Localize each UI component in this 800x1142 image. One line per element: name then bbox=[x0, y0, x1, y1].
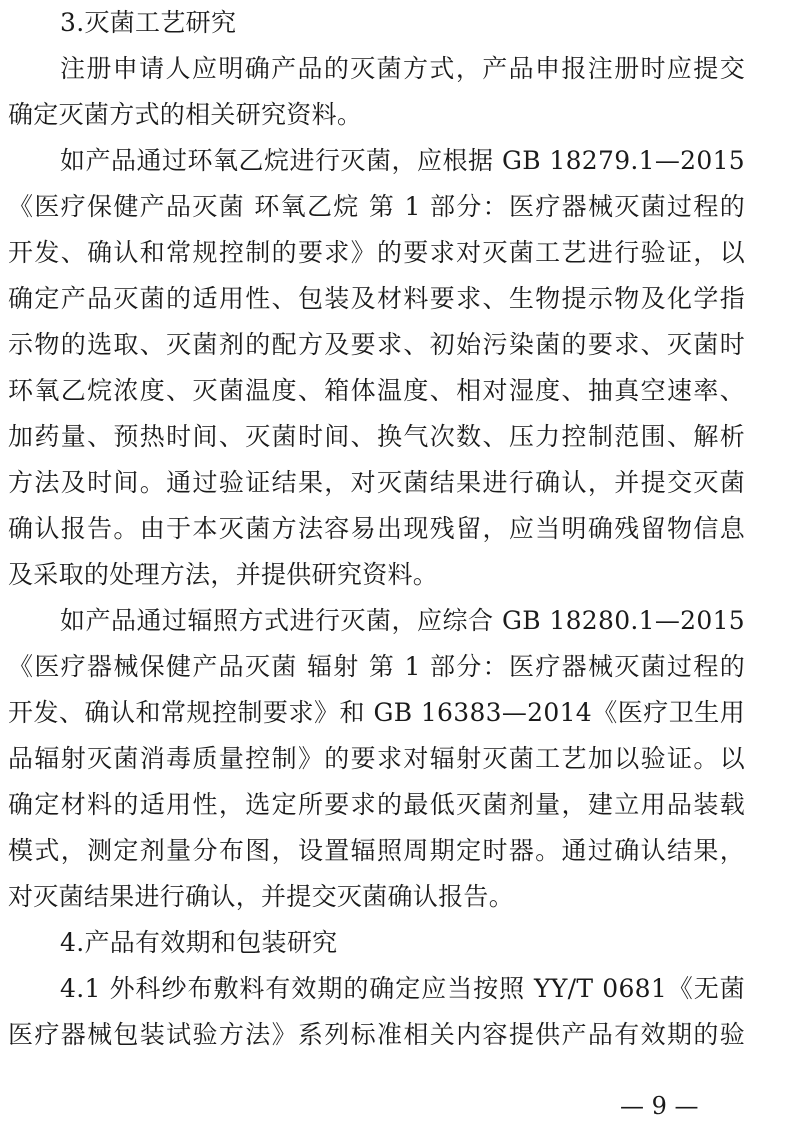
text-line: 确定灭菌方式的相关研究资料。 bbox=[8, 100, 363, 129]
text-line: 确定产品灭菌的适用性、包装及材料要求、生物提示物及化学指 bbox=[8, 284, 745, 313]
section-heading-4: 4.产品有效期和包装研究 bbox=[60, 928, 338, 957]
text-line: 确定材料的适用性，选定所要求的最低灭菌剂量，建立用品装载 bbox=[8, 790, 745, 819]
section-heading-3: 3.灭菌工艺研究 bbox=[60, 8, 237, 37]
text-line: 如产品通过辐照方式进行灭菌，应综合 GB 18280.1—2015 bbox=[60, 606, 745, 635]
text-line: 开发、确认和常规控制的要求》的要求对灭菌工艺进行验证，以 bbox=[8, 238, 745, 267]
text-line: 及采取的处理方法，并提供研究资料。 bbox=[8, 560, 439, 589]
text-line: 如产品通过环氧乙烷进行灭菌，应根据 GB 18279.1—2015 bbox=[60, 146, 745, 175]
text-line: 注册申请人应明确产品的灭菌方式，产品申报注册时应提交 bbox=[60, 54, 745, 83]
page-number: — 9 — bbox=[620, 1092, 699, 1120]
text-line: 开发、确认和常规控制要求》和 GB 16383—2014《医疗卫生用 bbox=[8, 698, 745, 727]
text-line: 4.1 外科纱布敷料有效期的确定应当按照 YY/T 0681《无菌 bbox=[60, 974, 745, 1003]
text-line: 示物的选取、灭菌剂的配方及要求、初始污染菌的要求、灭菌时 bbox=[8, 330, 745, 359]
text-line: 环氧乙烷浓度、灭菌温度、箱体温度、相对湿度、抽真空速率、 bbox=[8, 376, 745, 405]
text-line: 方法及时间。通过验证结果，对灭菌结果进行确认，并提交灭菌 bbox=[8, 468, 745, 497]
text-line: 《医疗器械保健产品灭菌 辐射 第 1 部分：医疗器械灭菌过程的 bbox=[8, 652, 745, 681]
text-line: 确认报告。由于本灭菌方法容易出现残留，应当明确残留物信息 bbox=[8, 514, 745, 543]
text-line: 加药量、预热时间、灭菌时间、换气次数、压力控制范围、解析 bbox=[8, 422, 745, 451]
text-line: 医疗器械包装试验方法》系列标准相关内容提供产品有效期的验 bbox=[8, 1020, 745, 1049]
text-line: 《医疗保健产品灭菌 环氧乙烷 第 1 部分：医疗器械灭菌过程的 bbox=[8, 192, 745, 221]
text-line: 模式，测定剂量分布图，设置辐照周期定时器。通过确认结果， bbox=[8, 836, 745, 865]
text-line: 品辐射灭菌消毒质量控制》的要求对辐射灭菌工艺加以验证。以 bbox=[8, 744, 745, 773]
text-line: 对灭菌结果进行确认，并提交灭菌确认报告。 bbox=[8, 882, 515, 911]
